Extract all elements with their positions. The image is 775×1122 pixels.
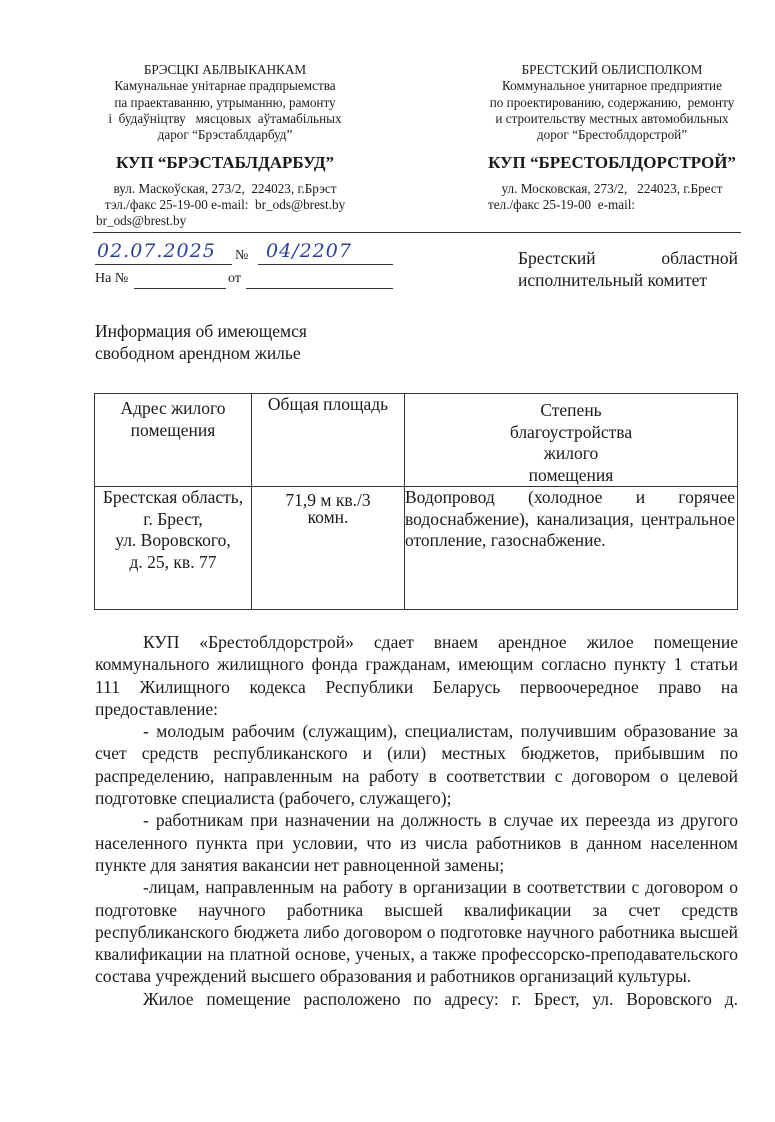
org-short-name: КУП “БРЭСТАБЛДАРБУД” (115, 153, 335, 173)
date-underline (95, 264, 232, 265)
header-text: Адрес жилого (120, 398, 226, 418)
org-line: и строительству местных автомобильных (495, 110, 729, 126)
number-label: № (235, 248, 249, 263)
paragraph-list-item: - работникам при назначении на должность в случае их переезда из другого населенного пункта при условии, что из числа работников в данном населенном пункте для занятия вакансии нет равноценной замены; (95, 810, 738, 875)
subject-line: свободном арендном жилье (95, 343, 301, 363)
cell-area (252, 487, 405, 610)
letterhead-divider (93, 232, 741, 233)
header-amenities (405, 394, 738, 487)
header-text: помещения (528, 464, 614, 485)
paragraph-location: Жилое помещение расположено по адресу: г. Брест, ул. Воровского д. (143, 988, 738, 1009)
org-line: Коммунальное унитарное предприятие (502, 78, 722, 94)
subject-line: Информация об имеющемся (95, 321, 307, 341)
reply-number-label: На № (95, 271, 129, 286)
header-address (95, 394, 252, 487)
cell-text: д. 25, кв. 77 (129, 551, 217, 572)
letterhead-russian (472, 62, 752, 213)
outgoing-number: 04/2207 (266, 240, 352, 262)
number-underline (258, 264, 393, 265)
cell-address (95, 487, 252, 610)
cell-amenities: Водопровод (холодное и горячее водоснабжение), канализация, центральное отопление, газоснабжение. (405, 487, 738, 610)
paragraph-list-item: - молодым рабочим (служащим), специалистам, получившим образование за счет средств республиканского и (или) местных бюджетов, прибывшим по распределению, направленным на работу в соответствии с договором о целевой подготовке специалиста (рабочего, служащего); (95, 721, 738, 809)
org-address: ул. Московская, 273/2, 224023, г.Брест (501, 181, 723, 197)
reply-from-label: от (228, 271, 241, 286)
header-text: жилого (543, 443, 599, 463)
org-short-name: КУП “БРЕСТОБЛДОРСТРОЙ” (488, 153, 736, 173)
org-line: і будаўніцтву мясцовых аўтамабільных (108, 110, 342, 126)
letter-body (95, 631, 738, 1010)
org-line: Камунальнае унітарнае прадпрыемства (114, 78, 336, 94)
housing-info-table (94, 393, 738, 610)
letterhead-belarusian (90, 62, 360, 229)
authority-name: БРЕСТСКИЙ ОБЛИСПОЛКОМ (521, 62, 703, 77)
header-area (252, 394, 405, 487)
header-text: Общая площадь (267, 394, 389, 414)
org-line: по проектированию, содержанию, ремонту (489, 94, 735, 110)
authority-name: БРЭСЦКІ АБЛВЫКАНКАМ (143, 62, 307, 77)
org-line: дарог “Брэстаблдарбуд” (157, 127, 293, 143)
addressee (518, 247, 738, 291)
paragraph-list-item: -лицам, направленным на работу в организации в соответствии с договором о подготовке научного работника высшей квалификации за счет средств республиканского бюджета либо договором о подготовке научного работника высшей квалификации на платной основе, ученых, а также профессорско-преподавательского состава учреждений высшего образования и работников организаций культуры. (95, 877, 738, 987)
addressee-line: исполнительный комитет (518, 270, 708, 290)
org-address: вул. Маскоўская, 273/2, 224023, г.Брэст (113, 181, 337, 197)
paragraph-intro: КУП «Брестоблдорстрой» сдает внаем арендное жилое помещение коммунального жилищного фонда гражданам, имеющим согласно пункту 1 статьи 111 Жилищного кодекса Республики Беларусь первоочередное право на предоставление: (95, 632, 738, 719)
addressee-word: областной (661, 248, 738, 268)
header-text: благоустройства (509, 421, 633, 442)
outgoing-date: 02.07.2025 (97, 240, 216, 262)
cell-text: ул. Воровского, (115, 530, 231, 550)
org-email: br_ods@brest.by (96, 213, 187, 229)
org-contacts: тел./факс 25-19-00 e-mail: (488, 197, 636, 213)
reply-number-field (134, 288, 226, 289)
org-contacts: тэл./факс 25-19-00 e-mail: br_ods@brest.by (104, 197, 346, 213)
cell-text: Брестская область, (102, 487, 244, 507)
table-header-row (95, 394, 738, 487)
addressee-word: Брестский (518, 248, 596, 268)
cell-text: комн. (307, 507, 349, 527)
subject-heading (95, 320, 307, 364)
header-text: Степень (540, 400, 602, 420)
table-row (95, 487, 738, 610)
cell-text: 71,9 м кв./3 (285, 490, 371, 510)
org-line: па праектаванню, утрыманню, рамонту (114, 94, 336, 110)
header-text: помещения (130, 419, 216, 440)
cell-text: г. Брест, (143, 508, 203, 529)
reply-date-field (246, 288, 393, 289)
org-line: дорог “Брестоблдорстрой” (536, 127, 688, 143)
